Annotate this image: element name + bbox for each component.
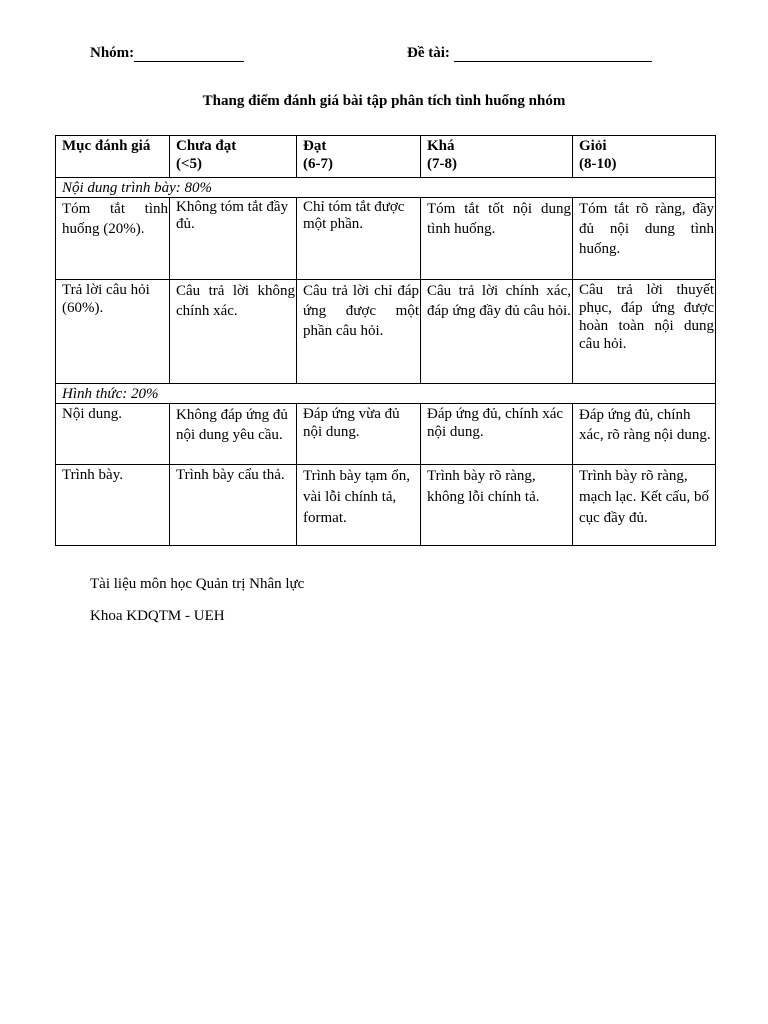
col-header-achieved: Đạt (6-7) — [297, 136, 421, 178]
table-row — [56, 404, 716, 465]
table-row — [56, 465, 716, 546]
topic-field — [407, 45, 652, 62]
rubric-table — [55, 135, 716, 546]
topic-blank-line — [454, 45, 652, 62]
criterion-cell: Trình bày. — [56, 465, 170, 546]
document-title: Thang điểm đánh giá bài tập phân tích tình huống nhóm — [202, 93, 566, 109]
col-header-criterion: Mục đánh giá — [56, 136, 170, 178]
rating-cell: Câu trả lời chỉ đáp ứng được một phần câu hỏi. — [297, 280, 421, 384]
section-row-content — [56, 178, 716, 198]
col-header-excellent: Giỏi (8-10) — [573, 136, 716, 178]
col-header-good: Khá (7-8) — [421, 136, 573, 178]
rating-cell: Trình bày rõ ràng, mạch lạc. Kết cấu, bố cục đầy đủ. — [573, 465, 716, 546]
section-label: Hình thức: 20% — [56, 384, 716, 404]
rating-cell: Đáp ứng đủ, chính xác, rõ ràng nội dung. — [573, 404, 716, 465]
rating-cell: Câu trả lời chính xác, đáp ứng đầy đủ câu hỏi. — [421, 280, 573, 384]
group-label: Nhóm: — [90, 45, 135, 61]
topic-label: Đề tài: — [407, 45, 450, 61]
criterion-cell: Nội dung. — [56, 404, 170, 465]
rating-cell: Trình bày rõ ràng, không lỗi chính tả. — [421, 465, 573, 546]
rating-cell: Không tóm tắt đầy đủ. — [170, 198, 297, 280]
rating-cell: Trình bày cẩu thả. — [170, 465, 297, 546]
rating-cell: Câu trả lời không chính xác. — [170, 280, 297, 384]
footer-course-line: Tài liệu môn học Quản trị Nhân lực — [90, 576, 305, 592]
table-row — [56, 280, 716, 384]
rating-cell: Câu trả lời thuyết phục, đáp ứng được hoàn toàn nội dung câu hỏi. — [573, 280, 716, 384]
group-blank-line — [134, 45, 244, 62]
section-label: Nội dung trình bày: 80% — [56, 178, 716, 198]
rating-cell: Tóm tắt tốt nội dung tình huống. — [421, 198, 573, 280]
criterion-cell: Trả lời câu hỏi (60%). — [56, 280, 170, 384]
table-row — [56, 198, 716, 280]
footer-faculty-line: Khoa KDQTM - UEH — [90, 608, 225, 624]
group-field — [90, 45, 244, 62]
rating-cell: Trình bày tạm ổn, vài lỗi chính tả, format. — [297, 465, 421, 546]
section-row-format — [56, 384, 716, 404]
criterion-cell: Tóm tắt tình huống (20%). — [56, 198, 170, 280]
header-row — [56, 136, 716, 178]
rating-cell: Đáp ứng đủ, chính xác nội dung. — [421, 404, 573, 465]
rating-cell: Đáp ứng vừa đủ nội dung. — [297, 404, 421, 465]
rating-cell: Không đáp ứng đủ nội dung yêu cầu. — [170, 404, 297, 465]
rating-cell: Chỉ tóm tắt được một phần. — [297, 198, 421, 280]
col-header-not-achieved: Chưa đạt (<5) — [170, 136, 297, 178]
rating-cell: Tóm tắt rõ ràng, đầy đủ nội dung tình huống. — [573, 198, 716, 280]
